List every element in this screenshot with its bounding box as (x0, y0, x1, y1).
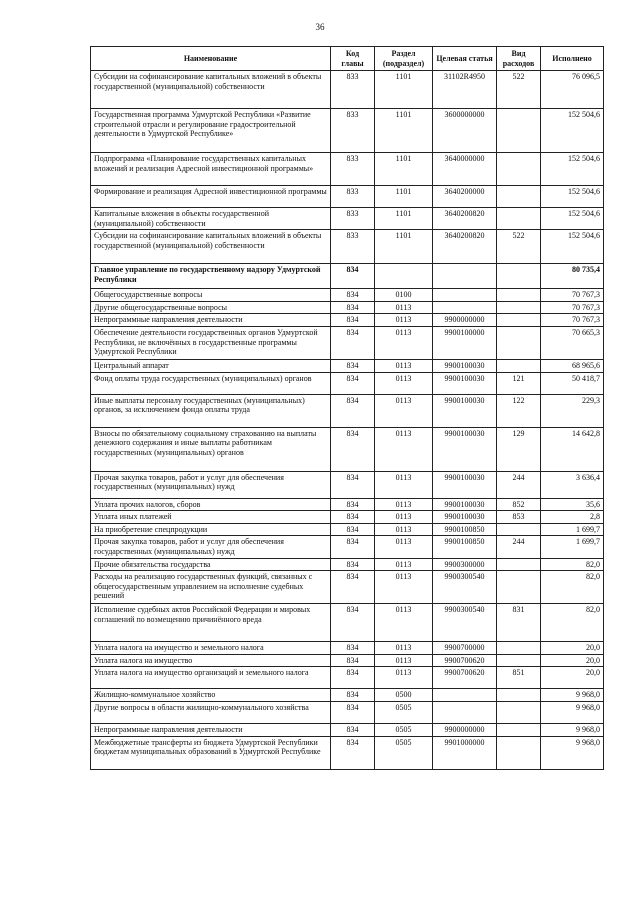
cell-code: 834 (331, 511, 375, 524)
cell-executed: 82,0 (541, 604, 604, 642)
cell-code: 834 (331, 701, 375, 723)
cell-name: Государственная программа Удмуртской Республики «Развитие строительной отрасли и регулирование градостроительной деятельности в Удмуртской Республике» (91, 109, 331, 153)
cell-expense-type (497, 689, 541, 702)
cell-code: 834 (331, 667, 375, 689)
cell-article: 3640200000 (433, 186, 497, 208)
cell-code: 834 (331, 301, 375, 314)
cell-article (433, 301, 497, 314)
table-row (91, 654, 604, 667)
table-row (91, 230, 604, 264)
cell-section: 1101 (375, 71, 433, 109)
cell-section: 1101 (375, 208, 433, 230)
cell-section: 0113 (375, 394, 433, 427)
table-row (91, 723, 604, 736)
cell-section: 0505 (375, 736, 433, 769)
cell-code: 834 (331, 642, 375, 655)
cell-executed: 9 968,0 (541, 723, 604, 736)
cell-article: 9900300540 (433, 571, 497, 604)
cell-section: 1101 (375, 186, 433, 208)
cell-code: 834 (331, 558, 375, 571)
table-row (91, 571, 604, 604)
cell-code: 833 (331, 109, 375, 153)
budget-table (90, 46, 604, 770)
cell-name: Прочая закупка товаров, работ и услуг для обеспечения государственных (муниципальных) нужд (91, 536, 331, 558)
cell-executed: 20,0 (541, 667, 604, 689)
table-row (91, 109, 604, 153)
cell-expense-type (497, 109, 541, 153)
cell-executed: 20,0 (541, 642, 604, 655)
header-expense-type: Вид расходов (497, 47, 541, 71)
cell-article: 9901000000 (433, 736, 497, 769)
cell-code: 834 (331, 604, 375, 642)
cell-expense-type: 522 (497, 71, 541, 109)
cell-executed: 76 096,5 (541, 71, 604, 109)
cell-section: 0500 (375, 689, 433, 702)
cell-expense-type: 121 (497, 372, 541, 394)
cell-name: Иные выплаты персоналу государственных (муниципальных) органов, за исключением фонда оплаты труда (91, 394, 331, 427)
cell-executed: 80 735,4 (541, 264, 604, 289)
cell-article: 9900300540 (433, 604, 497, 642)
cell-article: 9900000000 (433, 314, 497, 327)
table-row (91, 498, 604, 511)
table-row (91, 208, 604, 230)
cell-section: 0113 (375, 326, 433, 359)
cell-code: 834 (331, 264, 375, 289)
cell-expense-type: 851 (497, 667, 541, 689)
cell-section: 0113 (375, 654, 433, 667)
cell-name: Жилищно-коммунальное хозяйство (91, 689, 331, 702)
cell-section: 0113 (375, 301, 433, 314)
table-row (91, 523, 604, 536)
cell-code: 833 (331, 71, 375, 109)
cell-expense-type: 244 (497, 471, 541, 498)
cell-article: 9900100030 (433, 427, 497, 471)
cell-article: 9900100030 (433, 511, 497, 524)
cell-name: Формирование и реализация Адресной инвестиционной программы (91, 186, 331, 208)
cell-article: 3640200820 (433, 208, 497, 230)
cell-section: 1101 (375, 230, 433, 264)
cell-name: Расходы на реализацию государственных функций, связанных с общегосударственным управлением на исполнение судебных решений (91, 571, 331, 604)
cell-name: Фонд оплаты труда государственных (муниципальных) органов (91, 372, 331, 394)
cell-expense-type: 852 (497, 498, 541, 511)
cell-executed: 9 968,0 (541, 701, 604, 723)
cell-section: 0113 (375, 642, 433, 655)
cell-name: Прочие обязательства государства (91, 558, 331, 571)
cell-code: 833 (331, 230, 375, 264)
cell-article: 9900100030 (433, 372, 497, 394)
cell-name: Прочая закупка товаров, работ и услуг для обеспечения государственных (муниципальных) нужд (91, 471, 331, 498)
cell-article: 9900100850 (433, 536, 497, 558)
table-row (91, 394, 604, 427)
cell-expense-type (497, 314, 541, 327)
cell-section: 0113 (375, 558, 433, 571)
cell-executed: 70 665,3 (541, 326, 604, 359)
table-row (91, 558, 604, 571)
cell-expense-type (497, 326, 541, 359)
cell-article: 9900100000 (433, 326, 497, 359)
cell-name: Другие вопросы в области жилищно-коммунального хозяйства (91, 701, 331, 723)
table-row (91, 372, 604, 394)
cell-expense-type: 129 (497, 427, 541, 471)
cell-name: Непрограммные направления деятельности (91, 314, 331, 327)
cell-section: 1101 (375, 153, 433, 186)
cell-executed: 2,8 (541, 511, 604, 524)
cell-section: 0113 (375, 571, 433, 604)
cell-name: Другие общегосударственные вопросы (91, 301, 331, 314)
cell-executed: 9 968,0 (541, 689, 604, 702)
cell-article: 31102R4950 (433, 71, 497, 109)
cell-section: 0113 (375, 471, 433, 498)
cell-article (433, 289, 497, 302)
cell-section: 0505 (375, 723, 433, 736)
cell-article: 9900700000 (433, 642, 497, 655)
cell-code: 834 (331, 471, 375, 498)
cell-section: 0113 (375, 314, 433, 327)
cell-executed: 35,6 (541, 498, 604, 511)
cell-code: 834 (331, 523, 375, 536)
cell-section: 0113 (375, 372, 433, 394)
cell-section: 0113 (375, 536, 433, 558)
cell-expense-type: 122 (497, 394, 541, 427)
cell-executed: 50 418,7 (541, 372, 604, 394)
cell-code: 833 (331, 186, 375, 208)
cell-name: Непрограммные направления деятельности (91, 723, 331, 736)
cell-code: 834 (331, 326, 375, 359)
cell-name: Исполнение судебных актов Российской Федерации и мировых соглашений по возмещению причинённого вреда (91, 604, 331, 642)
cell-executed: 152 504,6 (541, 153, 604, 186)
cell-code: 834 (331, 571, 375, 604)
table-row (91, 736, 604, 769)
cell-executed: 9 968,0 (541, 736, 604, 769)
cell-expense-type: 244 (497, 536, 541, 558)
cell-executed: 14 642,8 (541, 427, 604, 471)
cell-name: Общегосударственные вопросы (91, 289, 331, 302)
cell-article: 9900700620 (433, 667, 497, 689)
cell-section: 0113 (375, 359, 433, 372)
table-row (91, 301, 604, 314)
table-row (91, 314, 604, 327)
cell-code: 834 (331, 723, 375, 736)
cell-name: Субсидии на софинансирование капитальных вложений в объекты государственной (муниципальной) собственности (91, 71, 331, 109)
cell-executed: 1 699,7 (541, 536, 604, 558)
cell-article: 9900100850 (433, 523, 497, 536)
cell-article: 3640200820 (433, 230, 497, 264)
cell-code: 834 (331, 736, 375, 769)
cell-name: Капитальные вложения в объекты государственной (муниципальной) собственности (91, 208, 331, 230)
cell-expense-type (497, 558, 541, 571)
cell-name: Субсидии на софинансирование капитальных вложений в объекты государственной (муниципальной) собственности (91, 230, 331, 264)
cell-executed: 82,0 (541, 571, 604, 604)
cell-expense-type (497, 208, 541, 230)
cell-code: 834 (331, 498, 375, 511)
cell-code: 833 (331, 153, 375, 186)
cell-name: На приобретение спецпродукции (91, 523, 331, 536)
cell-name: Уплата налога на имущество (91, 654, 331, 667)
header-name: Наименование (91, 47, 331, 71)
cell-name: Уплата прочих налогов, сборов (91, 498, 331, 511)
header-article: Целевая статья (433, 47, 497, 71)
cell-article: 9900100030 (433, 471, 497, 498)
table-row (91, 536, 604, 558)
cell-code: 834 (331, 689, 375, 702)
cell-executed: 68 965,6 (541, 359, 604, 372)
cell-section: 0113 (375, 498, 433, 511)
cell-name: Взносы по обязательному социальному страхованию на выплаты денежного содержания и иные выплаты работникам государственных (муниципальных) органов (91, 427, 331, 471)
cell-executed: 152 504,6 (541, 230, 604, 264)
cell-section: 1101 (375, 109, 433, 153)
cell-section: 0113 (375, 523, 433, 536)
cell-article (433, 264, 497, 289)
cell-expense-type (497, 654, 541, 667)
cell-section: 0113 (375, 667, 433, 689)
cell-article: 9900100030 (433, 498, 497, 511)
cell-section: 0113 (375, 511, 433, 524)
cell-article: 9900000000 (433, 723, 497, 736)
cell-executed: 20,0 (541, 654, 604, 667)
cell-name: Обеспечение деятельности государственных органов Удмуртской Республики, не включённых в государственные программы Удмуртской Республики (91, 326, 331, 359)
cell-code: 834 (331, 427, 375, 471)
cell-section (375, 264, 433, 289)
cell-article: 3640000000 (433, 153, 497, 186)
cell-code: 834 (331, 536, 375, 558)
cell-executed: 152 504,6 (541, 109, 604, 153)
table-row (91, 511, 604, 524)
header-executed: Исполнено (541, 47, 604, 71)
cell-code: 833 (331, 208, 375, 230)
cell-expense-type (497, 289, 541, 302)
cell-section: 0100 (375, 289, 433, 302)
table-row (91, 264, 604, 289)
table-row (91, 604, 604, 642)
cell-expense-type (497, 723, 541, 736)
cell-article: 9900700620 (433, 654, 497, 667)
cell-section: 0505 (375, 701, 433, 723)
table-row (91, 71, 604, 109)
cell-expense-type: 522 (497, 230, 541, 264)
cell-executed: 70 767,3 (541, 289, 604, 302)
cell-expense-type (497, 571, 541, 604)
cell-name: Уплата налога на имущество и земельного налога (91, 642, 331, 655)
cell-article: 9900100030 (433, 359, 497, 372)
header-section: Раздел (подраздел) (375, 47, 433, 71)
cell-executed: 152 504,6 (541, 186, 604, 208)
table-row (91, 471, 604, 498)
table-header-row (91, 47, 604, 71)
cell-expense-type (497, 701, 541, 723)
cell-article (433, 689, 497, 702)
cell-section: 0113 (375, 604, 433, 642)
cell-expense-type (497, 301, 541, 314)
cell-expense-type (497, 736, 541, 769)
cell-article: 9900100030 (433, 394, 497, 427)
cell-code: 834 (331, 289, 375, 302)
table-row (91, 153, 604, 186)
cell-executed: 229,3 (541, 394, 604, 427)
cell-executed: 3 636,4 (541, 471, 604, 498)
cell-name: Уплата налога на имущество организаций и земельного налога (91, 667, 331, 689)
cell-name: Центральный аппарат (91, 359, 331, 372)
cell-expense-type (497, 642, 541, 655)
cell-code: 834 (331, 314, 375, 327)
header-code: Код главы (331, 47, 375, 71)
page-number: 36 (315, 22, 325, 32)
cell-executed: 70 767,3 (541, 314, 604, 327)
cell-name: Главное управление по государственному надзору Удмуртской Республики (91, 264, 331, 289)
cell-expense-type (497, 359, 541, 372)
cell-name: Подпрограмма «Планирование государственных капитальных вложений и реализация Адресной инвестиционной программы» (91, 153, 331, 186)
table-row (91, 186, 604, 208)
table-body (91, 71, 604, 770)
cell-code: 834 (331, 359, 375, 372)
cell-article (433, 701, 497, 723)
cell-code: 834 (331, 372, 375, 394)
table-row (91, 642, 604, 655)
table-row (91, 427, 604, 471)
cell-name: Межбюджетные трансферты из бюджета Удмуртской Республики бюджетам муниципальных образований в Удмуртской Республике (91, 736, 331, 769)
cell-expense-type (497, 153, 541, 186)
table-row (91, 359, 604, 372)
cell-executed: 70 767,3 (541, 301, 604, 314)
table-row (91, 667, 604, 689)
cell-code: 834 (331, 394, 375, 427)
cell-executed: 82,0 (541, 558, 604, 571)
table-row (91, 289, 604, 302)
cell-executed: 152 504,6 (541, 208, 604, 230)
cell-expense-type (497, 523, 541, 536)
cell-section: 0113 (375, 427, 433, 471)
cell-expense-type: 831 (497, 604, 541, 642)
cell-code: 834 (331, 654, 375, 667)
cell-executed: 1 699,7 (541, 523, 604, 536)
cell-name: Уплата иных платежей (91, 511, 331, 524)
table-row (91, 701, 604, 723)
cell-expense-type: 853 (497, 511, 541, 524)
cell-expense-type (497, 264, 541, 289)
cell-article: 3600000000 (433, 109, 497, 153)
table-row (91, 689, 604, 702)
table-row (91, 326, 604, 359)
cell-article: 9900300000 (433, 558, 497, 571)
cell-expense-type (497, 186, 541, 208)
